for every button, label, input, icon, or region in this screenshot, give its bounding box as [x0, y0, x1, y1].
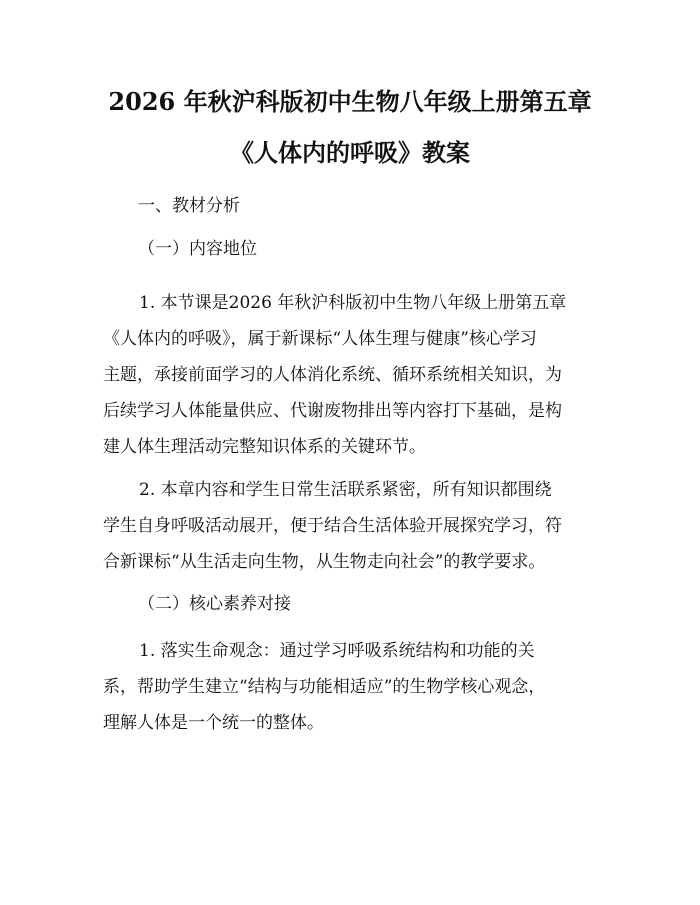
paragraph-core-literacy-1	[103, 633, 603, 741]
paragraph-line: 建人体生理活动完整知识体系的关键环节。	[103, 437, 426, 457]
document-title-line-2: 《人体内的呼吸》教案	[230, 138, 470, 167]
paragraph-line: 理解人体是一个统一的整体。	[103, 713, 324, 733]
subsection-heading-core-literacy: （二）核心素养对接	[138, 594, 291, 614]
paragraph-line: 1. 落实生命观念：通过学习呼吸系统结构和功能的关	[139, 641, 535, 661]
document-title-line-1: 2026 年秋沪科版初中生物八年级上册第五章	[108, 87, 592, 116]
paragraph-content-position-1	[103, 285, 603, 465]
paragraph-content-position-2	[103, 472, 603, 580]
paragraph-line: 学生自身呼吸活动展开，便于结合生活体验开展探究学习，符	[103, 516, 562, 536]
paragraph-line: 《人体内的呼吸》，属于新课标“人体生理与健康”核心学习	[103, 329, 537, 349]
paragraph-line: 主题，承接前面学习的人体消化系统、循环系统相关知识，为	[103, 365, 562, 385]
paragraph-line: 合新课标“从生活走向生物，从生物走向社会”的教学要求。	[103, 552, 546, 572]
paragraph-line: 后续学习人体能量供应、代谢废物排出等内容打下基础，是构	[103, 401, 562, 421]
paragraph-line: 系，帮助学生建立“结构与功能相适应”的生物学核心观念，	[103, 677, 546, 697]
paragraph-line: 1. 本节课是2026 年秋沪科版初中生物八年级上册第五章	[139, 293, 567, 313]
subsection-heading-content-position: （一）内容地位	[138, 239, 257, 259]
paragraph-line: 2. 本章内容和学生日常生活联系紧密，所有知识都围绕	[139, 480, 552, 500]
section-heading: 一、教材分析	[138, 196, 240, 216]
